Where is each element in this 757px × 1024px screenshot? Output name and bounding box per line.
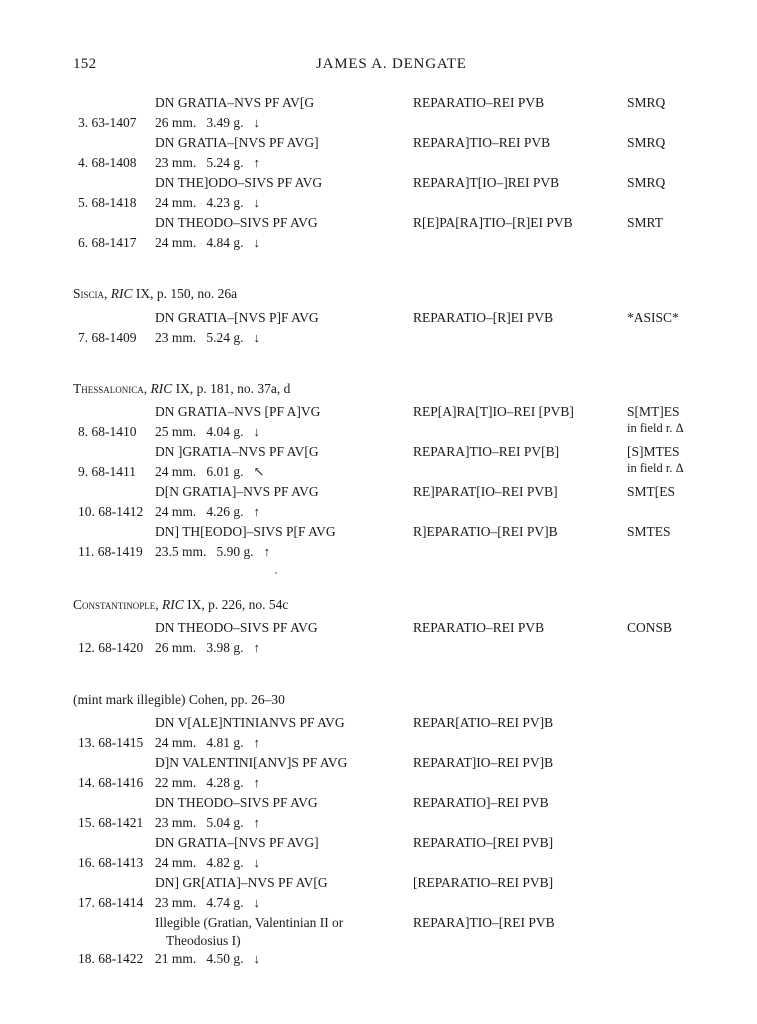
obverse-legend: DN ]GRATIA–NVS PF AV[G: [155, 444, 319, 459]
mint-mark: SMRQ: [627, 135, 666, 150]
obverse-legend: Illegible (Gratian, Valentinian II or: [155, 915, 344, 930]
coin-details: [155, 775, 260, 791]
die-axis-arrow-icon: ↑: [263, 544, 271, 559]
catalog-number: 11. 68-1419: [78, 544, 143, 559]
catalog-number: 10. 68-1412: [78, 504, 144, 519]
reverse-legend: REPARATIO–REI PVB: [413, 620, 545, 635]
weight: 4.74 g.: [206, 895, 244, 910]
weight: 4.81 g.: [206, 735, 244, 750]
weight: 4.84 g.: [206, 235, 244, 250]
coin-entry: [0, 175, 757, 215]
section-heading-siscia: [73, 286, 237, 302]
reverse-legend: REPARAT]IO–REI PV]B: [413, 755, 554, 770]
coin-details: [155, 195, 260, 211]
reverse-legend: REP[A]RA[T]IO–REI [PVB]: [413, 404, 574, 419]
catalog-number: 14. 68-1416: [78, 775, 144, 790]
diameter: 24 mm.: [155, 855, 197, 870]
reverse-legend: RE]PARAT[IO–REI PVB]: [413, 484, 558, 499]
weight: 5.04 g.: [206, 815, 244, 830]
weight: 4.04 g.: [206, 424, 244, 439]
coin-details: [155, 735, 260, 751]
coin-entry: [0, 915, 757, 975]
mint-mark: SMRQ: [627, 95, 666, 110]
weight: 4.23 g.: [206, 195, 244, 210]
mint-mark-note: in field r. Δ: [627, 421, 684, 435]
die-axis-arrow-icon: ↓: [253, 115, 261, 130]
coin-entry: [0, 524, 757, 564]
coin-entry: [0, 215, 757, 255]
catalog-number: 15. 68-1421: [78, 815, 144, 830]
coin-entry: [0, 835, 757, 875]
obverse-legend: DN THEODO–SIVS PF AVG: [155, 795, 318, 810]
mint-mark: S[MT]ES: [627, 404, 680, 419]
coin-entry: [0, 404, 757, 444]
diameter: 25 mm.: [155, 424, 197, 439]
catalog-number: 5. 68-1418: [78, 195, 137, 210]
diameter: 26 mm.: [155, 115, 197, 130]
section-heading-illegible: (mint mark illegible) Cohen, pp. 26–30: [73, 692, 285, 707]
coin-entry: [0, 444, 757, 484]
reverse-legend: REPARA]T[IO–]REI PVB: [413, 175, 560, 190]
ric-abbrev: RIC: [150, 381, 173, 396]
mint-name: Siscia,: [73, 286, 108, 301]
coin-details: [155, 815, 260, 831]
coin-entry: [0, 95, 757, 135]
diameter: 23.5 mm.: [155, 544, 207, 559]
coin-details: [155, 235, 260, 251]
weight: 3.98 g.: [206, 640, 244, 655]
weight: 5.90 g.: [216, 544, 254, 559]
die-axis-arrow-icon: ↖: [253, 464, 265, 479]
diameter: 24 mm.: [155, 504, 197, 519]
coin-entry: [0, 875, 757, 915]
reverse-legend: [REPARATIO–REI PVB]: [413, 875, 554, 890]
die-axis-arrow-icon: ↓: [253, 895, 261, 910]
coin-details: [155, 640, 260, 656]
die-axis-arrow-icon: ↓: [253, 951, 261, 966]
reverse-legend: REPARA]TIO–REI PV[B]: [413, 444, 560, 459]
obverse-legend: DN GRATIA–NVS PF AV[G: [155, 95, 315, 110]
die-axis-arrow-icon: ↑: [253, 155, 261, 170]
diameter: 24 mm.: [155, 464, 197, 479]
weight: 4.50 g.: [206, 951, 244, 966]
coin-entry: [0, 135, 757, 175]
diameter: 21 mm.: [155, 951, 197, 966]
obverse-legend: DN] GR[ATIA]–NVS PF AV[G: [155, 875, 328, 890]
die-axis-arrow-icon: ↓: [253, 330, 261, 345]
ric-abbrev: RIC: [162, 597, 184, 612]
weight: 4.28 g.: [206, 775, 244, 790]
obverse-legend: D[N GRATIA]–NVS PF AVG: [155, 484, 319, 499]
ric-reference: IX, p. 150, no. 26a: [132, 286, 238, 301]
catalog-number: 4. 68-1408: [78, 155, 137, 170]
catalog-number: 6. 68-1417: [78, 235, 137, 250]
catalog-number: 7. 68-1409: [78, 330, 137, 345]
coin-entry: [0, 310, 757, 350]
coin-details: [155, 951, 260, 967]
reverse-legend: REPARA]TIO–REI PVB: [413, 135, 551, 150]
obverse-legend: DN GRATIA–[NVS PF AVG]: [155, 135, 319, 150]
obverse-legend: DN THEODO–SIVS PF AVG: [155, 215, 318, 230]
obverse-legend: DN GRATIA–[NVS PF AVG]: [155, 835, 319, 850]
diameter: 26 mm.: [155, 640, 197, 655]
coin-entry: [0, 620, 757, 660]
coin-details: [155, 544, 270, 560]
section-heading-thessalonica: [73, 381, 290, 397]
catalog-number: 9. 68-1411: [78, 464, 136, 479]
mint-mark: *ASISC*: [627, 310, 679, 325]
weight: 5.24 g.: [206, 330, 244, 345]
coin-entry: [0, 484, 757, 524]
reverse-legend: REPARATIO]–REI PVB: [413, 795, 549, 810]
mint-name: Constantinople,: [73, 597, 159, 612]
reverse-legend: REPARATIO–[R]EI PVB: [413, 310, 554, 325]
mint-mark: SMRQ: [627, 175, 666, 190]
page-number: 152: [73, 56, 97, 72]
reverse-legend: REPAR[ATIO–REI PV]B: [413, 715, 554, 730]
catalog-number: 16. 68-1413: [78, 855, 144, 870]
die-axis-arrow-icon: ↓: [253, 855, 261, 870]
obverse-legend-continued: Theodosius I): [166, 933, 241, 948]
coin-details: [155, 855, 260, 871]
coin-details: [155, 464, 264, 480]
coin-details: [155, 155, 260, 171]
section-heading-constantinople: [73, 597, 288, 613]
mint-mark: SMTES: [627, 524, 671, 539]
die-axis-arrow-icon: ↑: [253, 504, 261, 519]
die-axis-arrow-icon: ↑: [253, 815, 261, 830]
coin-details: [155, 424, 260, 440]
diameter: 23 mm.: [155, 330, 197, 345]
die-axis-arrow-icon: ↓: [253, 235, 261, 250]
mint-mark-note: in field r. Δ: [627, 461, 684, 475]
reverse-legend: R[E]PA[RA]TIO–[R]EI PVB: [413, 215, 573, 230]
weight: 4.82 g.: [206, 855, 244, 870]
catalog-number: 3. 63-1407: [78, 115, 137, 130]
diameter: 24 mm.: [155, 195, 197, 210]
ric-abbrev: RIC: [110, 286, 133, 301]
catalog-number: 18. 68-1422: [78, 951, 144, 966]
diameter: 22 mm.: [155, 775, 197, 790]
coin-details: [155, 330, 260, 346]
obverse-legend: DN GRATIA–[NVS P]F AVG: [155, 310, 319, 325]
catalog-number: 8. 68-1410: [78, 424, 137, 439]
weight: 5.24 g.: [206, 155, 244, 170]
mint-mark: CONSB: [627, 620, 673, 635]
obverse-legend: DN] TH[EODO]–SIVS P[F AVG: [155, 524, 336, 539]
reverse-legend: R]EPARATIO–[REI PV]B: [413, 524, 558, 539]
die-axis-arrow-icon: ↑: [253, 775, 261, 790]
obverse-legend: DN THEODO–SIVS PF AVG: [155, 620, 318, 635]
mint-mark: SMRT: [627, 215, 663, 230]
coin-entry: [0, 755, 757, 795]
obverse-legend: D]N VALENTINI[ANV]S PF AVG: [155, 755, 348, 770]
coin-entry: [0, 795, 757, 835]
catalog-number: 17. 68-1414: [78, 895, 144, 910]
reverse-legend: REPARA]TIO–[REI PVB: [413, 915, 555, 930]
weight: 6.01 g.: [206, 464, 244, 479]
die-axis-arrow-icon: ↑: [253, 735, 261, 750]
running-title: JAMES A. DENGATE: [316, 56, 467, 72]
reverse-legend: REPARATIO–[REI PVB]: [413, 835, 554, 850]
mint-name: Thessalonica,: [73, 381, 148, 396]
obverse-legend: DN GRATIA–NVS [PF A]VG: [155, 404, 321, 419]
coin-details: [155, 115, 260, 131]
coin-details: [155, 504, 260, 520]
ric-reference: IX, p. 226, no. 54c: [183, 597, 289, 612]
diameter: 23 mm.: [155, 895, 197, 910]
weight: 4.26 g.: [206, 504, 244, 519]
coin-entry: [0, 715, 757, 755]
mint-mark: [S]MTES: [627, 444, 680, 459]
catalog-number: 13. 68-1415: [78, 735, 144, 750]
diameter: 24 mm.: [155, 735, 197, 750]
die-axis-arrow-icon: ↓: [253, 424, 261, 439]
diameter: 23 mm.: [155, 155, 197, 170]
ric-reference: IX, p. 181, no. 37a, d: [172, 381, 291, 396]
die-axis-arrow-icon: ↑: [253, 640, 261, 655]
print-speck: [275, 572, 277, 574]
coin-details: [155, 895, 260, 911]
obverse-legend: DN V[ALE]NTINIANVS PF AVG: [155, 715, 345, 730]
mint-mark: SMT[ES: [627, 484, 676, 499]
diameter: 23 mm.: [155, 815, 197, 830]
reverse-legend: REPARATIO–REI PVB: [413, 95, 545, 110]
obverse-legend: DN THE]ODO–SIVS PF AVG: [155, 175, 323, 190]
die-axis-arrow-icon: ↓: [253, 195, 261, 210]
catalog-number: 12. 68-1420: [78, 640, 144, 655]
weight: 3.49 g.: [206, 115, 244, 130]
diameter: 24 mm.: [155, 235, 197, 250]
